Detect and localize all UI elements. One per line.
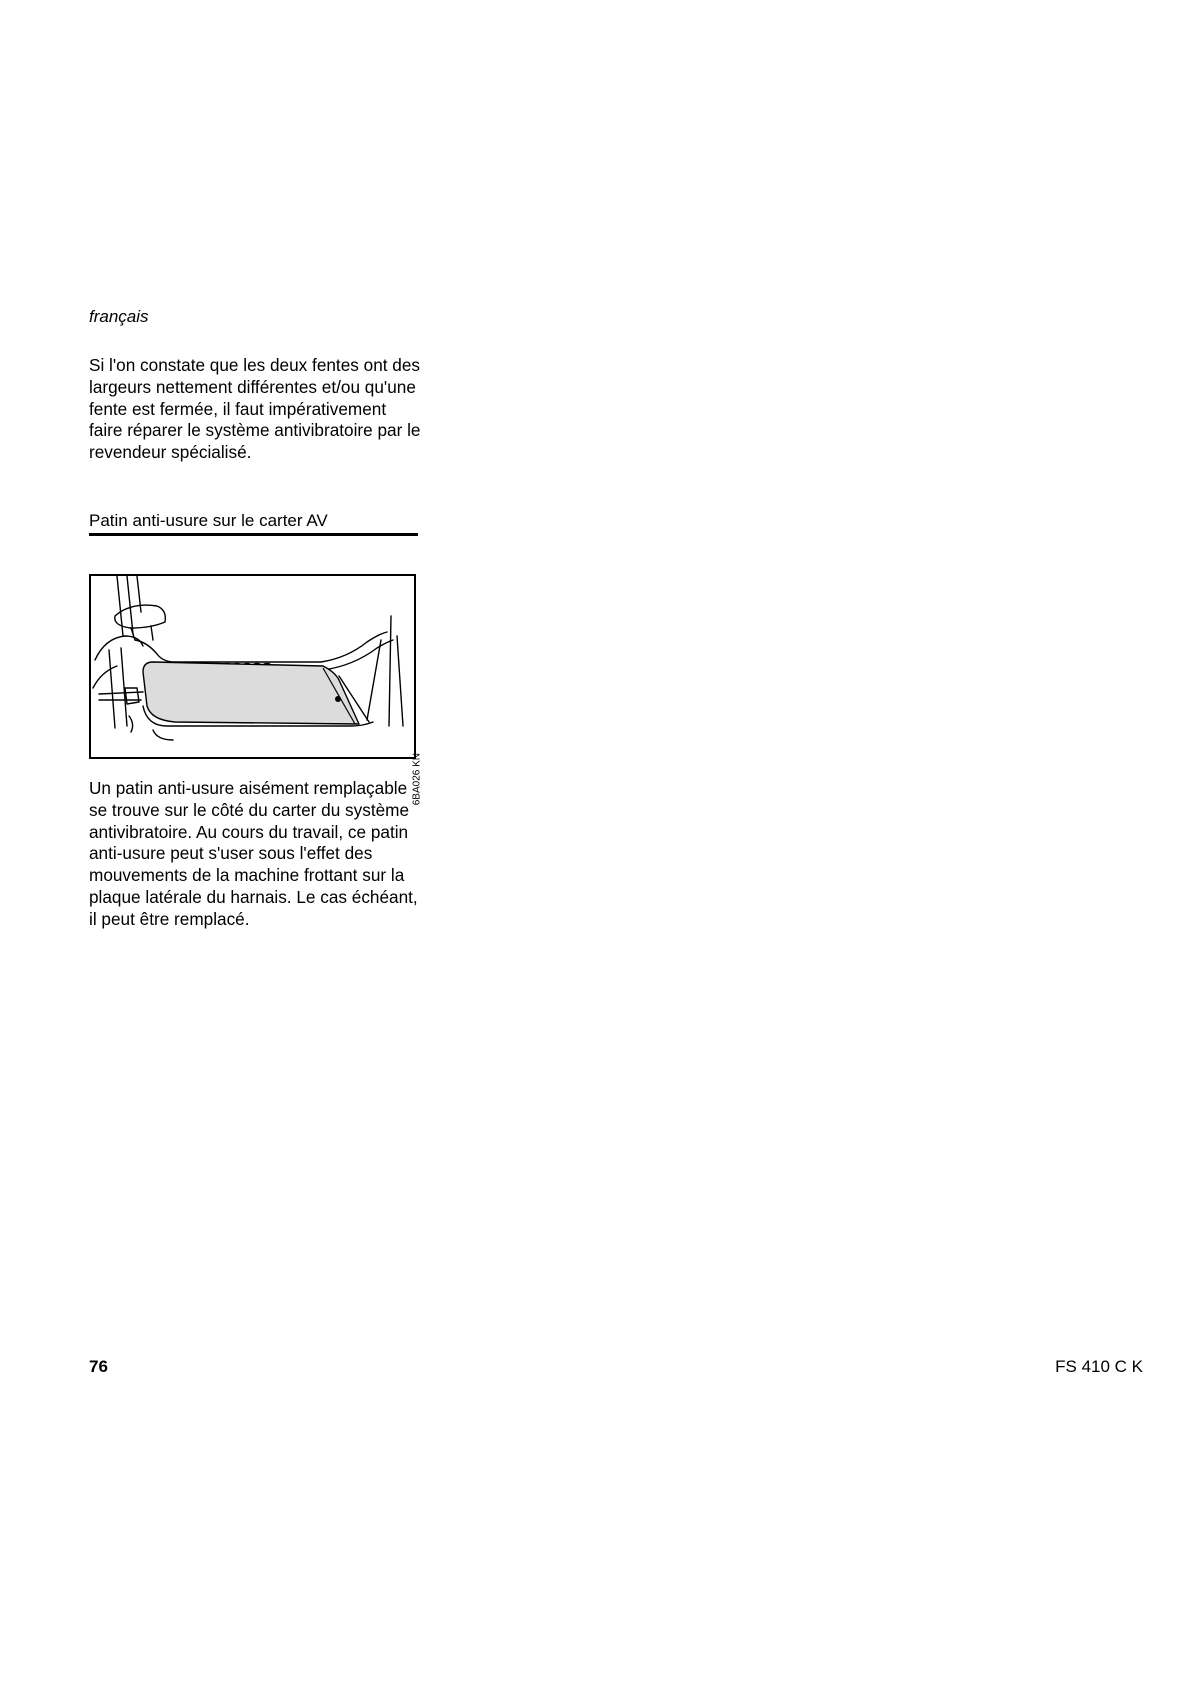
wear-pad-paragraph: Un patin anti-usure aisément remplaçable se trouve sur le côté du carter du système antivibratoire. Au cours du travail, ce patin anti-usure peut s'user sous l'effet des mouvements de la machine frottant sur la plaque latérale du harnais. Le cas échéant, il peut être remplacé. <box>89 778 418 929</box>
intro-paragraph: Si l'on constate que les deux fentes ont des largeurs nettement différentes et/ou qu'une fente est fermée, il faut impérativement faire réparer le système antivibratoire par le revendeur spécialisé. <box>89 355 421 463</box>
language-label: français <box>89 307 149 326</box>
page-number: 76 <box>89 1357 108 1376</box>
model-name: FS 410 C K <box>1055 1357 1143 1376</box>
wear-pad-drawing <box>91 576 414 757</box>
figure-code: 6BA026 KN <box>411 753 422 806</box>
wear-pad-illustration <box>89 574 422 806</box>
section-heading: Patin anti-usure sur le carter AV <box>89 510 418 536</box>
